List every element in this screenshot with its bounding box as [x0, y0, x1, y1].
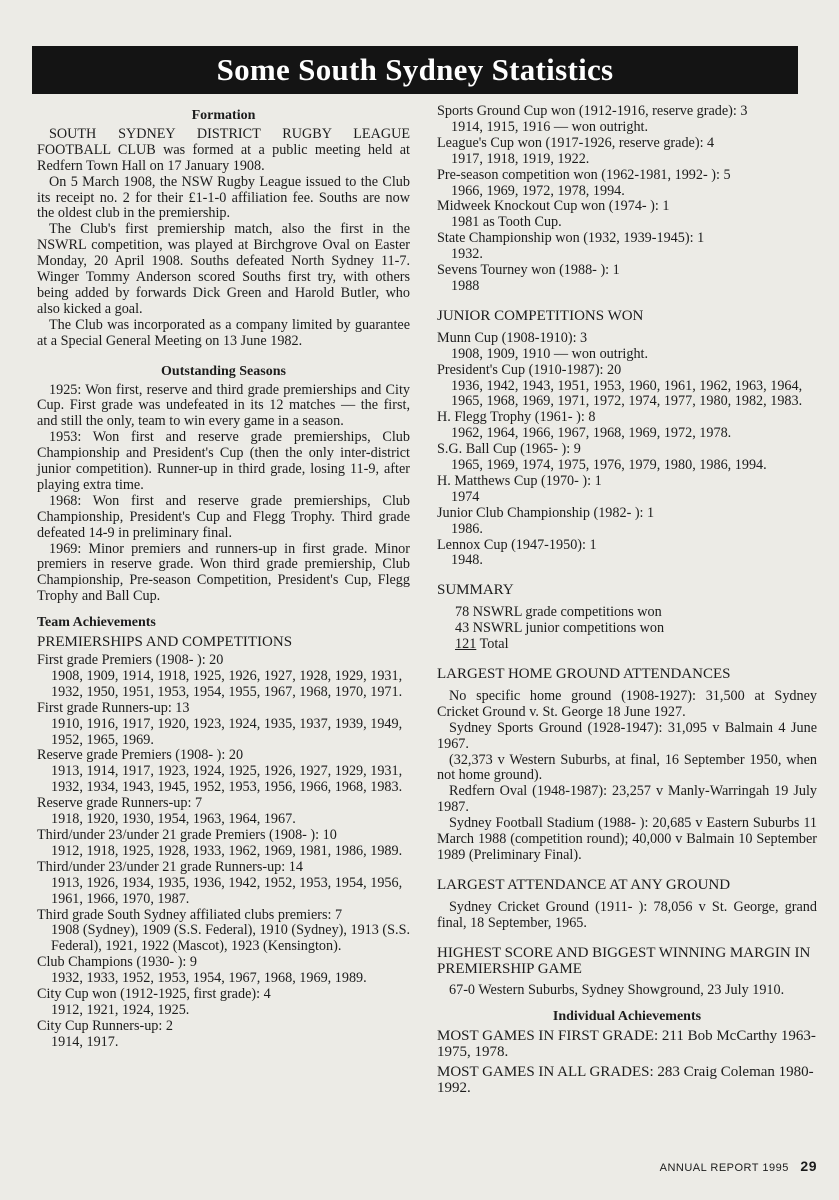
- team-entry: [37, 987, 410, 1019]
- attendance-paragraph: (32,373 v Western Suburbs, at final, 16 September 1950, when not home ground).: [437, 751, 817, 784]
- right-column: [437, 104, 817, 1099]
- page-number: 29: [800, 1158, 817, 1174]
- team-entry: [37, 955, 410, 987]
- team-entry: [37, 860, 410, 908]
- entry-label: Junior Club Championship (1982- ): 1: [437, 504, 655, 521]
- entry-years: 1908 (Sydney), 1909 (S.S. Federal), 1910 (Sydney), 1913 (S.S. Federal), 1921, 1922 (Mascot), 1923 (Kensington).: [51, 922, 411, 955]
- season-paragraph: 1925: Won first, reserve and third grade premierships and City Cup. First grade was undefeated in its 12 matches — the first, and still the only, team to win every game in a season.: [37, 381, 410, 430]
- entry-years: 1932.: [451, 246, 483, 263]
- entry-label: Club Champions (1930- ): 9: [37, 954, 197, 971]
- attendance-paragraph: Sydney Football Stadium (1988- ): 20,685 v Eastern Suburbs 11 March 1988 (competition round); 40,000 v Balmain 10 September 1989 (Preliminary Final).: [437, 815, 817, 863]
- entry-years: 1913, 1914, 1917, 1923, 1924, 1925, 1926, 1927, 1929, 1931, 1932, 1934, 1943, 1945, 1952, 1953, 1956, 1966, 1968, 1983.: [51, 763, 403, 796]
- entry-years: 1914, 1917.: [51, 1033, 119, 1050]
- individual-heading: Individual Achievements: [552, 1009, 702, 1025]
- junior-entry: [437, 506, 817, 538]
- entry-years: 1908, 1909, 1914, 1918, 1925, 1926, 1927, 1928, 1929, 1931, 1932, 1950, 1951, 1953, 1954, 1955, 1967, 1968, 1970, 1971.: [51, 667, 403, 700]
- team-entry: [37, 701, 410, 749]
- entry-label: First grade Premiers (1908- ): 20: [37, 652, 224, 668]
- entry-years: 1912, 1918, 1925, 1928, 1933, 1962, 1969, 1981, 1986, 1989.: [51, 842, 403, 859]
- entry-label: Reserve grade Premiers (1908- ): 20: [37, 747, 244, 764]
- team-entry: [37, 796, 410, 828]
- entry-label: Munn Cup (1908-1910): 3: [437, 329, 588, 346]
- cup-entry: [437, 136, 817, 168]
- entry-label: City Cup Runners-up: 2: [37, 1017, 173, 1034]
- formation-paragraph: On 5 March 1908, the NSW Rugby League issued to the Club its receipt no. 2 for their £1-1-0 affiliation fee. Souths are now the oldest club in the premiership.: [37, 173, 410, 222]
- summary-total: [455, 637, 817, 653]
- cup-entry: [437, 263, 817, 295]
- page-footer: [660, 1158, 817, 1174]
- junior-entry: [437, 474, 817, 506]
- left-column: [37, 104, 410, 1051]
- entry-label: Third/under 23/under 21 grade Premiers (1908- ): 10: [37, 826, 337, 843]
- entry-label: H. Flegg Trophy (1961- ): 8: [437, 409, 596, 426]
- highest-score-text: 67-0 Western Suburbs, Sydney Showground, 23 July 1910.: [449, 982, 785, 999]
- entry-years: 1965, 1969, 1974, 1975, 1976, 1979, 1980, 1986, 1994.: [451, 457, 767, 474]
- formation-paragraph: The Club's first premiership match, also the first in the NSWRL competition, was played at Birchgrove Oval on Easter Monday, 20 April 1908. Souths defeated North Sydney 11-7. Winger Tommy Anderson scored Souths first try, with others being added by forwards Dick Green and Harold Butler, who also kicked a goal.: [37, 221, 410, 317]
- junior-entry: [437, 410, 817, 442]
- cup-entry: [437, 231, 817, 263]
- summary-total-label: Total: [479, 636, 509, 653]
- attendance-paragraph: Redfern Oval (1948-1987): 23,257 v Manly-Warringah 19 July 1987.: [437, 783, 817, 816]
- junior-entry: [437, 363, 817, 411]
- annual-report-label: ANNUAL REPORT 1995: [659, 1162, 789, 1174]
- cup-entry: [437, 199, 817, 231]
- formation-heading: Formation: [191, 108, 256, 123]
- entry-label: League's Cup won (1917-1926, reserve grade): 4: [437, 134, 715, 151]
- team-entry: [37, 908, 410, 956]
- team-entry: [37, 1019, 410, 1051]
- entry-label: Pre-season competition won (1962-1981, 1992- ): 5: [437, 166, 731, 183]
- formation-paragraph: SOUTH SYDNEY DISTRICT RUGBY LEAGUE FOOTBALL CLUB was formed at a public meeting held at Redfern Town Hall on 17 January 1908.: [37, 125, 410, 174]
- entry-years: 1981 as Tooth Cup.: [451, 214, 562, 231]
- summary-line: 43 NSWRL junior competitions won: [455, 620, 665, 637]
- formation-paragraph: The Club was incorporated as a company limited by guarantee at a Special General Meeting on 13 June 1982.: [37, 316, 410, 349]
- entry-label: First grade Runners-up: 13: [37, 699, 190, 716]
- entry-years: 1986.: [451, 520, 483, 537]
- entry-label: Third grade South Sydney affiliated clubs premiers: 7: [37, 906, 343, 923]
- entry-label: Reserve grade Runners-up: 7: [37, 795, 203, 812]
- summary-total-number: 121: [455, 636, 477, 653]
- team-entry: [37, 653, 410, 701]
- entry-years: 1910, 1916, 1917, 1920, 1923, 1924, 1935, 1937, 1939, 1949, 1952, 1965, 1969.: [51, 715, 403, 748]
- junior-entry: [437, 442, 817, 474]
- entry-years: 1914, 1915, 1916 — won outright.: [451, 118, 649, 135]
- individual-line: MOST GAMES IN FIRST GRADE: 211 Bob McCarthy 1963-1975, 1978.: [437, 1028, 816, 1061]
- season-paragraph: 1969: Minor premiers and runners-up in first grade. Minor premiers in reserve grade. Won third grade premiership, Club Championship, Pre-season Competition, President's Cup, Flegg Trophy and Ball Cup.: [37, 540, 410, 605]
- entry-years: 1936, 1942, 1943, 1951, 1953, 1960, 1961, 1962, 1963, 1964, 1965, 1968, 1969, 1971, 1972, 1974, 1977, 1980, 1982, 1983.: [451, 377, 803, 410]
- entry-years: 1962, 1964, 1966, 1967, 1968, 1969, 1972, 1978.: [451, 425, 732, 442]
- entry-label: H. Matthews Cup (1970- ): 1: [437, 472, 602, 489]
- entry-years: 1918, 1920, 1930, 1954, 1963, 1964, 1967.: [51, 811, 296, 828]
- cup-entry: [437, 104, 817, 136]
- seasons-heading: Outstanding Seasons: [161, 363, 286, 379]
- entry-label: Lennox Cup (1947-1950): 1: [437, 536, 597, 553]
- entry-label: President's Cup (1910-1987): 20: [437, 361, 622, 378]
- entry-label: Sports Ground Cup won (1912-1916, reserve grade): 3: [437, 103, 748, 119]
- entry-label: City Cup won (1912-1925, first grade): 4: [37, 986, 271, 1003]
- entry-years: 1912, 1921, 1924, 1925.: [51, 1001, 190, 1018]
- premierships-subheading: PREMIERSHIPS AND COMPETITIONS: [37, 634, 293, 651]
- entry-years: 1948.: [451, 552, 483, 569]
- entry-label: Third/under 23/under 21 grade Runners-up: 14: [37, 858, 303, 875]
- page-title: Some South Sydney Statistics: [216, 52, 614, 87]
- junior-entry: [437, 331, 817, 363]
- summary-heading: SUMMARY: [437, 582, 514, 599]
- team-entry: [37, 828, 410, 860]
- entry-label: Midweek Knockout Cup won (1974- ): 1: [437, 198, 670, 215]
- entry-years: 1966, 1969, 1972, 1978, 1994.: [451, 182, 625, 199]
- any-ground-heading: LARGEST ATTENDANCE AT ANY GROUND: [437, 876, 731, 893]
- team-entry: [37, 748, 410, 796]
- season-paragraph: 1953: Won first and reserve grade premierships, Club Championship and President's Cup (then the only inter-district junior competition). Runner-up in third grade, losing 11-9, after playing extra time.: [37, 429, 410, 493]
- entry-years: 1988: [451, 277, 480, 294]
- home-attendances-heading: LARGEST HOME GROUND ATTENDANCES: [437, 666, 731, 682]
- entry-years: 1917, 1918, 1919, 1922.: [451, 150, 590, 167]
- cup-entry: [437, 168, 817, 200]
- entry-years: 1932, 1933, 1952, 1953, 1954, 1967, 1968, 1969, 1989.: [51, 970, 367, 987]
- entry-label: State Championship won (1932, 1939-1945): 1: [437, 230, 705, 247]
- entry-label: Sevens Tourney won (1988- ): 1: [437, 262, 620, 279]
- entry-years: 1908, 1909, 1910 — won outright.: [451, 345, 649, 362]
- any-ground-text: Sydney Cricket Ground (1911- ): 78,056 v St. George, grand final, 18 September, 1965.: [437, 898, 817, 931]
- entry-years: 1974: [451, 488, 480, 505]
- highest-score-heading: HIGHEST SCORE AND BIGGEST WINNING MARGIN IN PREMIERSHIP GAME: [437, 944, 811, 977]
- summary-line: 78 NSWRL grade competitions won: [455, 604, 662, 621]
- entry-years: 1913, 1926, 1934, 1935, 1936, 1942, 1952, 1953, 1954, 1956, 1961, 1966, 1970, 1987.: [51, 874, 403, 907]
- page-title-banner: [32, 46, 798, 94]
- attendance-paragraph: Sydney Sports Ground (1928-1947): 31,095 v Balmain 4 June 1967.: [437, 719, 817, 752]
- junior-entry: [437, 538, 817, 570]
- individual-line: MOST GAMES IN ALL GRADES: 283 Craig Coleman 1980-1992.: [437, 1064, 814, 1096]
- attendance-paragraph: No specific home ground (1908-1927): 31,500 at Sydney Cricket Ground v. St. George 18 June 1927.: [437, 687, 817, 720]
- team-achievements-heading: Team Achievements: [37, 615, 156, 631]
- season-paragraph: 1968: Won first and reserve grade premierships, Club Championship, President's Cup and Flegg Trophy. Third grade defeated 14-9 in preliminary final.: [37, 492, 410, 541]
- entry-label: S.G. Ball Cup (1965- ): 9: [437, 441, 581, 458]
- junior-competitions-heading: JUNIOR COMPETITIONS WON: [437, 307, 644, 324]
